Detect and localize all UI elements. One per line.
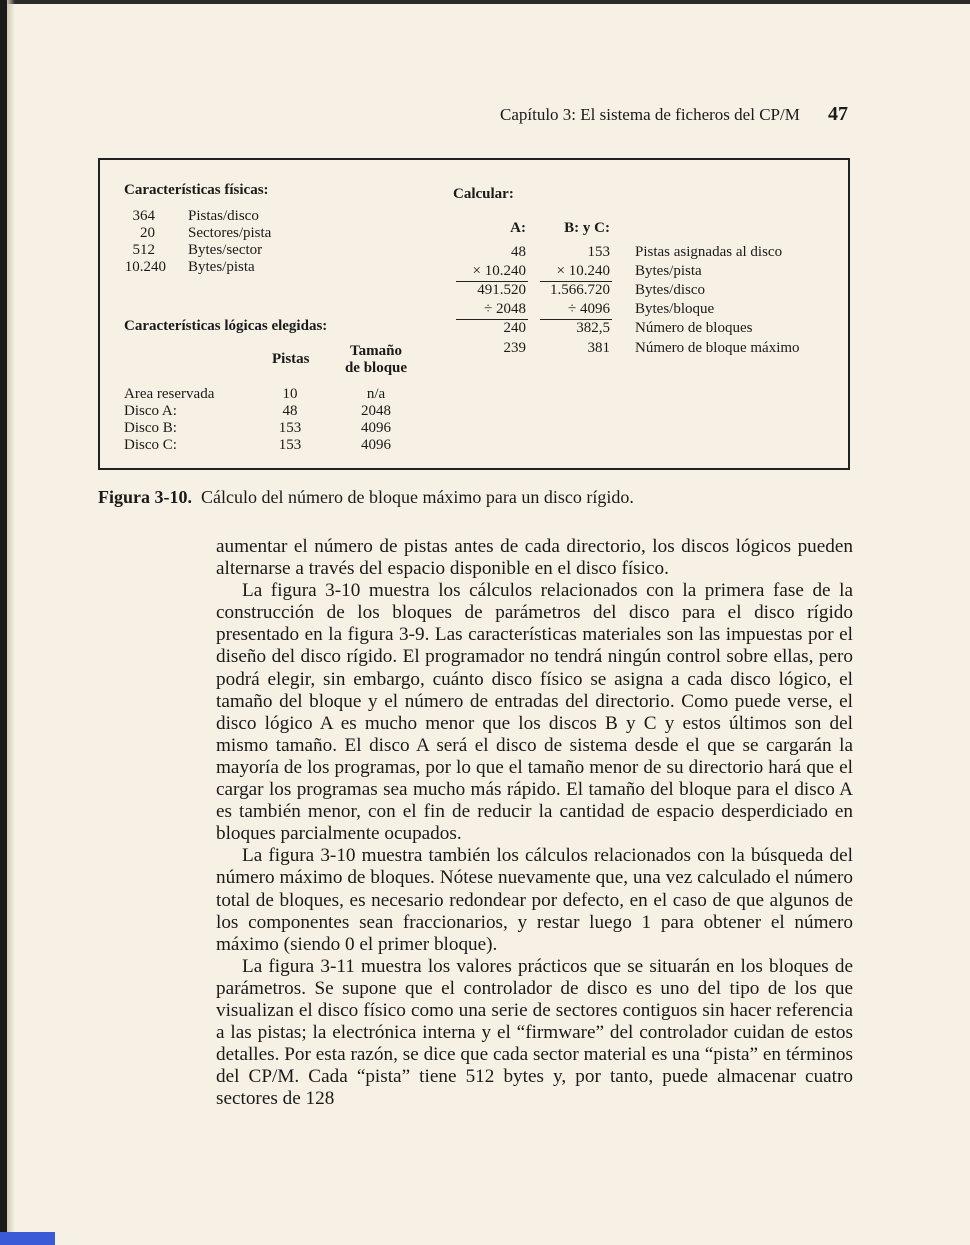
logical-col-block-1: Tamaño [350,343,402,359]
body-text [216,536,853,1110]
calc-col-a: A: [510,220,526,236]
calc-desc: Número de bloque máximo [635,340,800,356]
calc-bc: ÷ 4096 [568,301,610,317]
body-paragraph: La figura 3-11 muestra los valores prácticos que se situarán en los bloques de parámetros. Se supone que el controlador de disco es uno del tipo de los que visualizan el disco físico como una serie de sectores contiguos sin hacer referencia a las pistas; la electrónica interna y el “firmware” del controlador cuidan de estos detalles. Por esta razón, se dice que cada sector material es una “pista” en términos del CP/M. Cada “pista” tiene 512 bytes y, por tanto, puede almacenar cuatro sectores de 128 [216,955,853,1110]
scan-binding-shadow [7,0,15,1245]
logical-label: Disco A: [124,403,177,419]
logical-label: Area reservada [124,386,215,402]
logical-block: 2048 [361,403,391,419]
caption-label: Figura 3-10. [98,487,192,507]
logical-tracks: 48 [282,403,298,419]
physical-title: Características físicas: [124,182,269,198]
caption-text: Cálculo del número de bloque máximo para un disco rígido. [201,487,634,507]
calc-a: 48 [511,244,526,260]
logical-block: n/a [366,386,386,402]
body-paragraph: aumentar el número de pistas antes de cada directorio, los discos lógicos pueden alternarse a través del espacio disponible en el disco físico. [216,536,853,580]
physical-value: 10.240 [124,259,166,275]
body-paragraph: La figura 3-10 muestra los cálculos relacionados con la primera fase de la construcción de los bloques de parámetros del disco para el disco rígido presentado en la figura 3-9. Las características materiales son las impuestas por el diseño del disco rígido. El programador no tendrá ningún control sobre ellas, pero podrá elegir, sin embargo, cuánto disco físico se asigna a cada disco lógico, el tamaño del bloque y el número de entradas del directorio. Como puede verse, el disco lógico A es mucho menor que los discos B y C y estos últimos son del mismo tamaño. El disco A será el disco de sistema desde el que se cargarán la mayoría de los programas, por lo que el tamaño menor de su directorio hará que el cargar los programas sea mucho más rápido. El tamaño del bloque para el disco A es también menor, con el fin de reducir la cantidad de espacio desperdiciado en bloques parcialmente ocupados. [216,580,853,845]
calc-desc: Bytes/disco [635,282,705,298]
physical-label: Sectores/pista [188,225,272,241]
physical-value: 20 [140,225,155,241]
calc-a: × 10.240 [472,263,526,279]
calc-desc: Bytes/pista [635,263,702,279]
physical-value: 512 [132,242,155,258]
calc-a: ÷ 2048 [484,301,526,317]
calc-bc: 1.566.720 [550,282,610,298]
logical-block: 4096 [361,437,391,453]
logical-col-block-2: de bloque [344,360,408,376]
calc-bc: 153 [587,244,610,260]
physical-label: Pistas/disco [188,208,259,224]
logical-block: 4096 [361,420,391,436]
calc-bc: 382,5 [576,320,610,336]
scan-top-edge [0,0,970,4]
calc-bc: 381 [587,340,610,356]
calc-bc: × 10.240 [556,263,610,279]
calc-a: 491.520 [477,282,526,298]
calc-desc: Número de bloques [635,320,753,336]
page-number: 47 [828,103,848,125]
physical-label: Bytes/sector [188,242,263,258]
figure-caption [98,487,634,508]
logical-tracks: 10 [282,386,298,402]
scan-binding-edge [0,0,7,1245]
calc-title: Calcular: [453,186,514,202]
logical-label: Disco B: [124,420,177,436]
physical-label: Bytes/pista [188,259,255,275]
logical-title: Características lógicas elegidas: [124,318,328,334]
calc-desc: Pistas asignadas al disco [635,244,783,260]
calc-col-bc: B: y C: [564,220,610,236]
scan-corner-mark [0,1232,55,1245]
running-title: Capítulo 3: El sistema de ficheros del CP/M [500,105,800,124]
calc-a: 240 [503,320,526,336]
calc-a: 239 [503,340,526,356]
logical-tracks: 153 [278,420,302,436]
figure-box [98,158,850,470]
logical-col-tracks: Pistas [272,351,310,367]
calc-desc: Bytes/bloque [635,301,715,317]
physical-value: 364 [132,208,155,224]
logical-tracks: 153 [278,437,302,453]
body-paragraph: La figura 3-10 muestra también los cálculos relacionados con la búsqueda del número máximo de bloques. Nótese nuevamente que, una vez calculado el número total de bloques, es necesario redondear por defecto, en el caso de que algunos de los componentes sean fraccionarios, y restar luego 1 para obtener el número máximo (siendo 0 el primer bloque). [216,845,853,955]
logical-label: Disco C: [124,437,177,453]
